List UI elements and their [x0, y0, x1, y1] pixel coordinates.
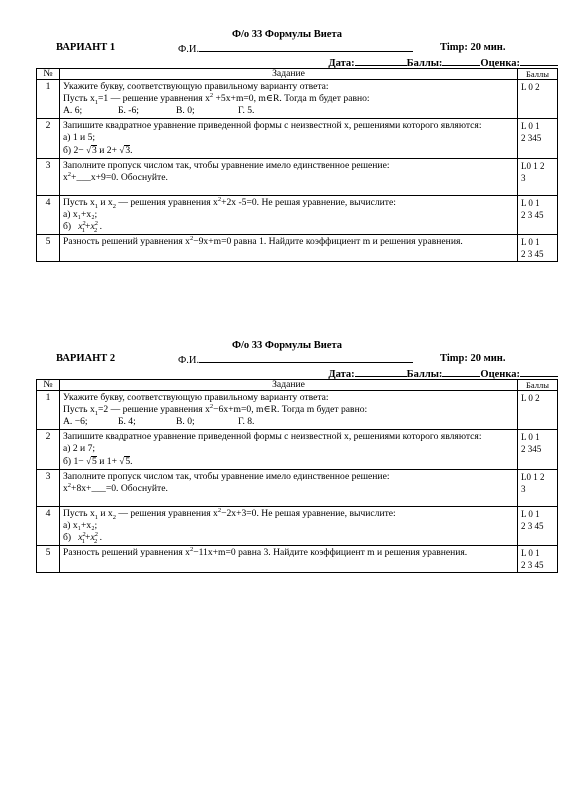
option-c[interactable]: В. 0;: [176, 105, 195, 116]
header-task: Задание: [60, 69, 518, 80]
task-row: [37, 430, 558, 470]
task-instruction: Заполните пропуск числом так, чтобы уравнение имело единственное решение:: [63, 471, 390, 482]
task-text: [60, 546, 518, 573]
task-number: 1: [37, 80, 60, 119]
option-c[interactable]: В. 0;: [176, 416, 195, 427]
task-condition: Пусть $x_1=2$ — решение уравнения $x^2-6x+m=0$, m∈R. Тогда m будет равно:: [63, 402, 368, 417]
option-d[interactable]: Г. 8.: [238, 416, 255, 427]
variant-1-sheet: [36, 28, 558, 262]
task-text: [60, 470, 518, 507]
header-row: [36, 352, 558, 366]
score-label: Баллы:: [406, 58, 443, 69]
task-score: L 0 1 2 3 45: [518, 235, 558, 262]
sqrt-icon: √: [86, 456, 92, 466]
task-part-b: б) 1− √5 и 1+ √5.: [63, 456, 133, 467]
task-number: 1: [37, 391, 60, 430]
meta-row: [36, 366, 558, 379]
task-instruction: Заполните пропуск числом так, чтобы уравнение имело единственное решение:: [63, 160, 390, 171]
header-num: №: [37, 380, 60, 391]
time-limit: Timp: 20 мин.: [440, 42, 506, 53]
task-text: [60, 430, 518, 470]
task-row: [37, 546, 558, 573]
header-row: [36, 41, 558, 55]
variant-2-sheet: [36, 339, 558, 573]
meta-row: [36, 55, 558, 68]
task-table: [36, 68, 558, 262]
task-row: [37, 235, 558, 262]
date-field[interactable]: [355, 55, 407, 66]
grade-field[interactable]: [520, 55, 558, 66]
name-field-line[interactable]: [199, 352, 413, 363]
task-row: [37, 470, 558, 507]
task-score: L 0 2: [518, 80, 558, 119]
task-instruction: Укажите букву, соответствующую правильному варианту ответа:: [63, 392, 329, 403]
task-instruction: Пусть $x_1$ и $x_2$ — решения уравнения $x^2-2x+3=0$. Не решая уравнение, вычислите:: [63, 506, 396, 521]
task-part-a: а) x₁+x₂;: [63, 520, 98, 531]
time-limit: Timp: 20 мин.: [440, 353, 506, 364]
task-score: L 0 1 2 345: [518, 119, 558, 159]
task-instruction: Разность решений уравнения $x^2-11x+m=0$ равна 3. Найдите коэффициент m и решения уравнения.: [63, 545, 468, 558]
task-score: L 0 1 2 3 45: [518, 546, 558, 573]
task-text: [60, 235, 518, 262]
task-number: 3: [37, 159, 60, 196]
variant-label: ВАРИАНТ 1: [56, 42, 116, 53]
task-score: L 0 1 2 3 45: [518, 196, 558, 235]
task-score: L 0 1 2 3 45: [518, 507, 558, 546]
sqrt-icon: √: [119, 145, 125, 155]
score-label: Баллы:: [406, 369, 443, 380]
task-number: 4: [37, 507, 60, 546]
date-field[interactable]: [355, 366, 407, 377]
answer-options: [63, 416, 514, 428]
task-instruction: Пусть $x_1$ и $x_2$ — решения уравнения $x^2+2x$ -5=0. Не решая уравнение, вычислите:: [63, 195, 396, 210]
table-header-row: [37, 69, 558, 80]
task-row: [37, 119, 558, 159]
task-row: [37, 80, 558, 119]
task-instruction: Запишите квадратное уравнение приведенной формы с неизвестной x, решениями которого являются:: [63, 431, 482, 442]
task-score: L 0 2: [518, 391, 558, 430]
header-task: Задание: [60, 380, 518, 391]
task-equation: $x^2+\_\_\_x+9=0$. Обоснуйте.: [63, 170, 168, 183]
date-label: Дата:: [328, 58, 355, 69]
sum-of-squares-formula: $x^2_1+x^2_2$ .: [78, 219, 103, 234]
header-score: Баллы: [518, 69, 558, 80]
task-score: L0 1 2 3: [518, 470, 558, 507]
task-text: [60, 196, 518, 235]
worksheet-title: Ф/о 33 Формулы Виета: [232, 340, 342, 351]
table-header-row: [37, 380, 558, 391]
task-table: [36, 379, 558, 573]
name-field-line[interactable]: [199, 41, 413, 52]
option-d[interactable]: Г. 5.: [238, 105, 255, 116]
grade-label: Оценка:: [480, 369, 520, 380]
task-row: [37, 391, 558, 430]
name-field-label: Ф.И.: [178, 355, 200, 366]
task-equation: $x^2+8x+\_\_\_=0$. Обоснуйте.: [63, 481, 168, 494]
option-b[interactable]: Б. -6;: [118, 105, 139, 116]
sum-of-squares-formula: $x^2_1+x^2_2$ .: [78, 530, 103, 545]
option-a[interactable]: А. −6;: [63, 416, 88, 427]
grade-label: Оценка:: [480, 58, 520, 69]
task-row: [37, 196, 558, 235]
task-part-b: б) $x^2_1+x^2_2$ .: [63, 219, 103, 234]
task-number: 3: [37, 470, 60, 507]
task-part-b: б) $x^2_1+x^2_2$ .: [63, 530, 103, 545]
task-number: 2: [37, 430, 60, 470]
task-text: [60, 391, 518, 430]
option-a[interactable]: А. 6;: [63, 105, 83, 116]
task-text: [60, 507, 518, 546]
task-condition: Пусть $x_1=1$ — решение уравнения $x^2 +5x+m=0$, m∈R. Тогда m будет равно:: [63, 91, 370, 106]
grade-field[interactable]: [520, 366, 558, 377]
task-part-a: а) 1 и 5;: [63, 132, 96, 143]
score-field[interactable]: [442, 366, 480, 377]
task-number: 4: [37, 196, 60, 235]
answer-options: [63, 105, 514, 117]
option-b[interactable]: Б. 4;: [118, 416, 136, 427]
header-num: №: [37, 69, 60, 80]
task-instruction: Разность решений уравнения $x^2-9x+m=0$ равна 1. Найдите коэффициент m и решения уравнения.: [63, 234, 463, 247]
task-instruction: Укажите букву, соответствующую правильному варианту ответа:: [63, 81, 329, 92]
task-row: [37, 159, 558, 196]
name-field-label: Ф.И.: [178, 44, 200, 55]
date-label: Дата:: [328, 369, 355, 380]
task-part-b: б) 2− √3 и 2+ √3.: [63, 145, 133, 156]
task-text: [60, 119, 518, 159]
score-field[interactable]: [442, 55, 480, 66]
task-instruction: Запишите квадратное уравнение приведенной формы с неизвестной x, решениями которого являются:: [63, 120, 482, 131]
task-part-a: а) 2 и 7;: [63, 443, 96, 454]
header-score: Баллы: [518, 380, 558, 391]
worksheet-title: Ф/о 33 Формулы Виета: [232, 29, 342, 40]
task-score: L0 1 2 3: [518, 159, 558, 196]
task-part-a: а) x₁+x₂;: [63, 209, 98, 220]
task-row: [37, 507, 558, 546]
variant-label: ВАРИАНТ 2: [56, 353, 116, 364]
task-number: 5: [37, 546, 60, 573]
task-score: L 0 1 2 345: [518, 430, 558, 470]
task-text: [60, 159, 518, 196]
sqrt-icon: √: [119, 456, 125, 466]
task-number: 5: [37, 235, 60, 262]
task-text: [60, 80, 518, 119]
task-number: 2: [37, 119, 60, 159]
sqrt-icon: √: [86, 145, 92, 155]
